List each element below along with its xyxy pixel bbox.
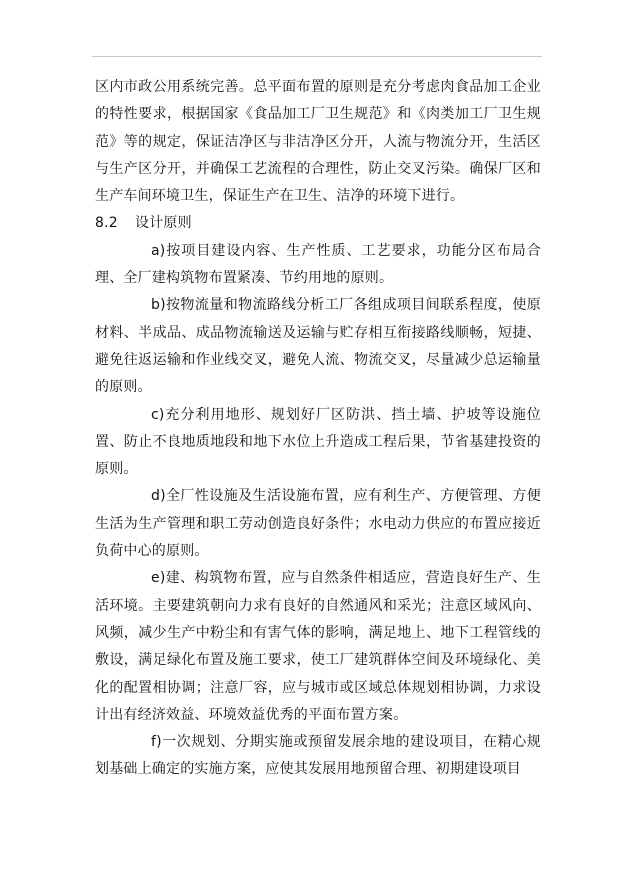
list-item [95, 729, 541, 784]
item-text: 一次规划、分期实施或预留发展余地的建设项目，在精心规划基础上确定的实施方案，应使其发展用地预留合理、初期建设项目 [95, 734, 541, 778]
item-label: f) [151, 734, 162, 751]
item-text: 全厂性设施及生活设施布置，应有利生产、方便管理、方便生活为生产管理和职工劳动创造良好条件；水电动力供应的布置应接近负荷中心的原则。 [95, 488, 541, 560]
list-item [95, 292, 541, 401]
section-number: 8.2 [95, 215, 118, 232]
list-item [95, 565, 541, 729]
item-label: b) [151, 297, 166, 314]
item-text: 建、构筑物布置，应与自然条件相适应，营造良好生产、生活环境。主要建筑朝向力求有良好的自然通风和采光；注意区域风向、风频，减少生产中粉尘和有害气体的影响，满足地上、地下工程管线的敷设，满足绿化布置及施工要求，使工厂建筑群体空间及环境绿化、美化的配置相协调；注意厂容，应与城市或区域总体规划相协调，力求设计出有经济效益、环境效益优秀的平面布置方案。 [95, 570, 541, 723]
item-label: a) [151, 242, 166, 259]
item-label: d) [151, 488, 166, 505]
item-text: 充分利用地形、规划好厂区防洪、挡土墙、护坡等设施位置、防止不良地质地段和地下水位上升造成工程后果，节省基建投资的原则。 [95, 406, 541, 478]
item-text: 按物流量和物流路线分析工厂各组成项目间联系程度，使原材料、半成品、成品物流输送及运输与贮存相互衔接路线顺畅，短捷、避免往返运输和作业线交叉，避免人流、物流交叉，尽量减少总运输量的原则。 [95, 297, 541, 396]
section-title: 设计原则 [135, 215, 192, 232]
document-body [95, 74, 541, 784]
header-divider [92, 56, 542, 57]
list-item [95, 238, 541, 293]
section-heading [95, 210, 541, 237]
list-item [95, 402, 541, 484]
item-label: c) [151, 406, 165, 423]
intro-paragraph: 区内市政公用系统完善。总平面布置的原则是充分考虑肉食品加工企业的特性要求，根据国家《食品加工厂卫生规范》和《肉类加工厂卫生规范》等的规定，保证洁净区与非洁净区分开，人流与物流分开，生活区与生产区分开，并确保工艺流程的合理性，防止交叉污染。确保厂区和生产车间环境卫生，保证生产在卫生、洁净的环境下进行。 [95, 79, 541, 205]
list-item [95, 483, 541, 565]
item-text: 按项目建设内容、生产性质、工艺要求，功能分区布局合理、全厂建构筑物布置紧凑、节约用地的原则。 [95, 242, 541, 287]
item-label: e) [151, 570, 166, 587]
